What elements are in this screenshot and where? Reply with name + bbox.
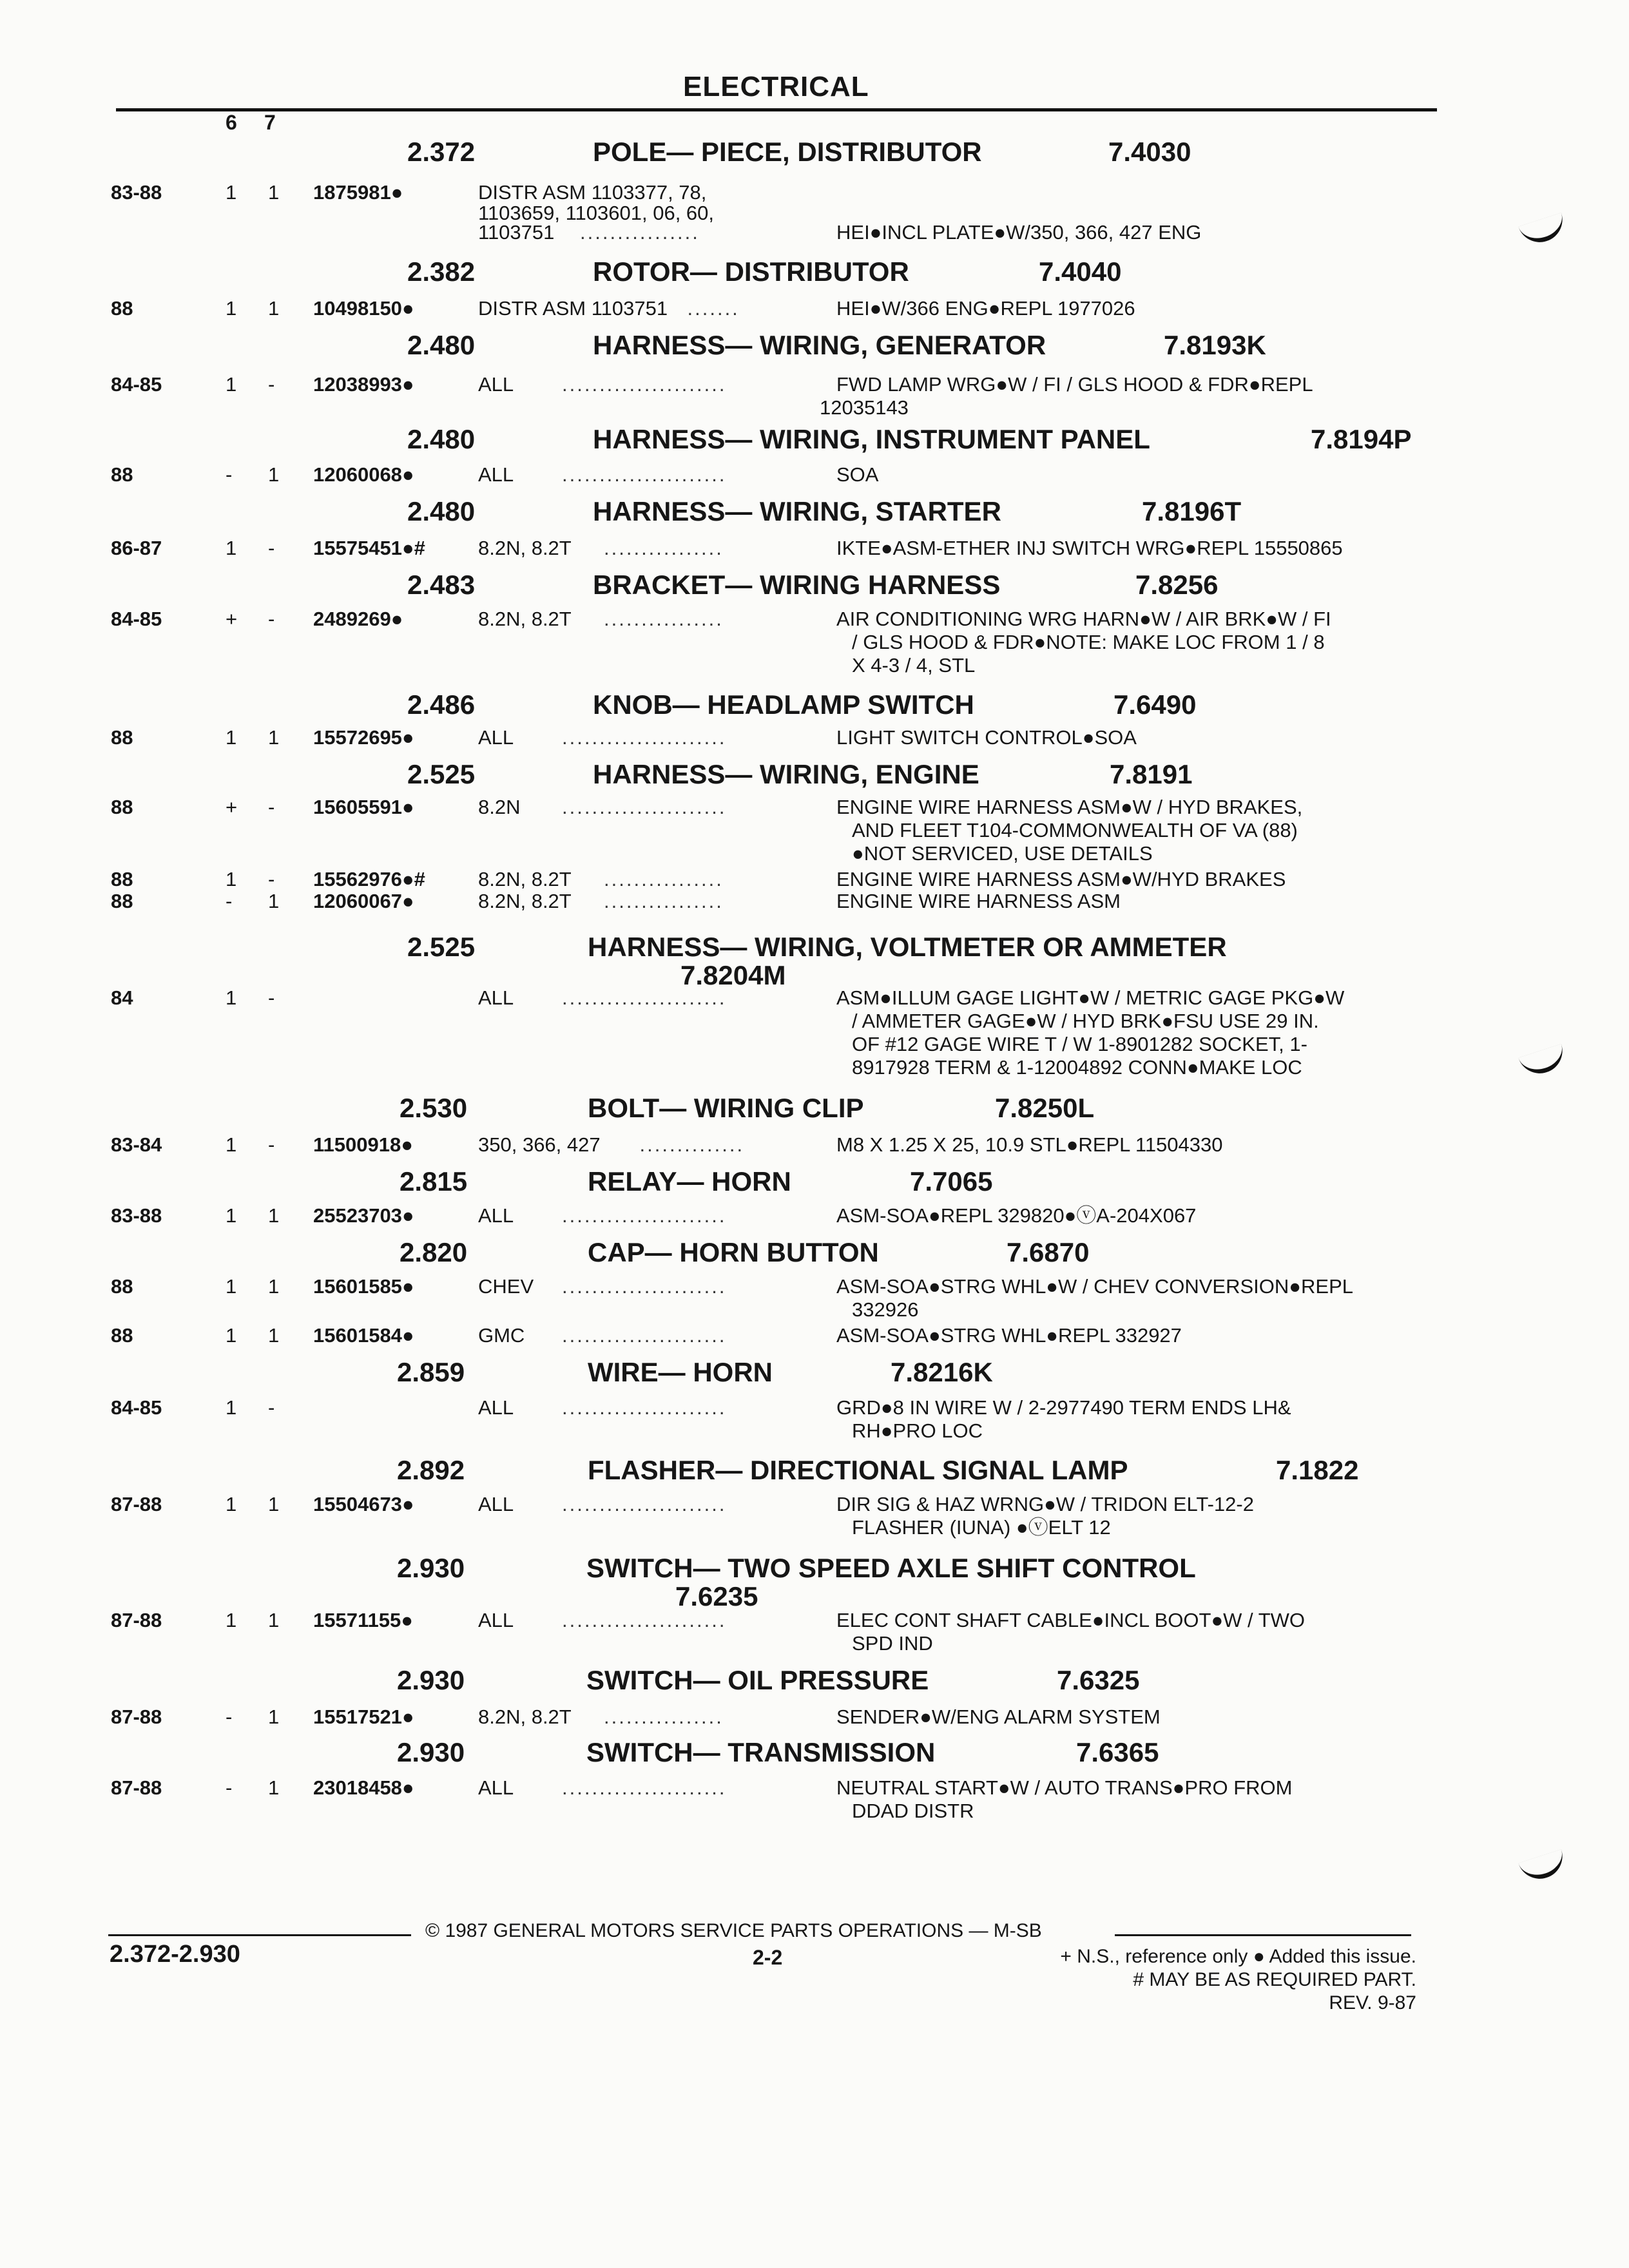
application: ALL (478, 1776, 514, 1799)
section-header (0, 1737, 1629, 1773)
part-number: 1875981● (313, 181, 403, 204)
model-years: 84 (111, 986, 133, 1009)
part-description: IKTE●ASM-ETHER INJ SWITCH WRG●REPL 15550865 (836, 537, 1343, 559)
part-number: 10498150● (313, 297, 414, 320)
model-years: 87-88 (111, 1706, 162, 1728)
section-code: 7.8256 (1135, 570, 1219, 600)
qty-col-6: 1 (226, 181, 237, 204)
qty-col-7: 1 (268, 726, 280, 749)
part-number: 15572695● (313, 726, 414, 749)
section-code: 7.8250L (995, 1093, 1095, 1123)
dot-leader: ................ (604, 890, 724, 912)
part-description: ASM●ILLUM GAGE LIGHT●W / METRIC GAGE PKG●W (836, 986, 1345, 1009)
part-description: / GLS HOOD & FDR●NOTE: MAKE LOC FROM 1 / 8 (852, 631, 1325, 653)
section-header (0, 256, 1629, 293)
dot-leader: ...................... (562, 796, 727, 818)
qty-col-6: 1 (226, 297, 237, 320)
section-header (0, 1166, 1629, 1202)
section-code: 7.6870 (1007, 1237, 1090, 1267)
section-header (0, 570, 1629, 606)
model-years: 88 (111, 463, 133, 486)
application: ALL (478, 1204, 514, 1227)
section-code: 7.8204M (680, 960, 786, 990)
model-years: 88 (111, 1324, 133, 1347)
qty-col-6: + (226, 608, 238, 630)
qty-col-7: 1 (268, 890, 280, 912)
qty-col-7: - (268, 373, 275, 396)
part-number: 23018458● (313, 1776, 414, 1799)
application: DISTR ASM 1103751 (478, 297, 668, 320)
application: ALL (478, 986, 514, 1009)
model-years: 87-88 (111, 1609, 162, 1631)
section-header (0, 689, 1629, 726)
section-header (0, 424, 1629, 460)
section-header (0, 1455, 1629, 1491)
part-description: HEI●INCL PLATE●W/350, 366, 427 ENG (836, 221, 1202, 244)
qty-col-6: 1 (226, 1133, 237, 1156)
part-description: GRD●8 IN WIRE W / 2-2977490 TERM ENDS LH& (836, 1396, 1291, 1419)
model-years: 87-88 (111, 1776, 162, 1799)
dot-leader: ...................... (562, 1609, 727, 1631)
application: 8.2N (478, 796, 521, 818)
model-years: 84-85 (111, 1396, 162, 1419)
section-code: 7.6325 (1057, 1665, 1140, 1695)
qty-col-7: 1 (268, 1493, 280, 1515)
section-header (0, 1553, 1629, 1611)
application: ALL (478, 726, 514, 749)
part-description: ASM-SOA●STRG WHL●W / CHEV CONVERSION●REPL (836, 1275, 1353, 1298)
qty-col-7: - (268, 537, 275, 559)
section-code: 7.4030 (1108, 137, 1191, 167)
part-description: X 4-3 / 4, STL (852, 654, 976, 677)
section-number: 2.480 (407, 496, 476, 526)
part-number: 15571155● (313, 1609, 413, 1631)
dot-leader: ...................... (562, 1493, 727, 1515)
model-years: 88 (111, 297, 133, 320)
application: ALL (478, 1609, 514, 1631)
qty-col-7: - (268, 1396, 275, 1419)
qty-col-7: - (268, 1133, 275, 1156)
section-code: 7.6490 (1113, 689, 1197, 720)
application: 8.2N, 8.2T (478, 537, 572, 559)
footer-copyright: © 1987 GENERAL MOTORS SERVICE PARTS OPERATIONS — M-SB (425, 1920, 1042, 1941)
qty-col-7: 1 (268, 1706, 280, 1728)
application: 8.2N, 8.2T (478, 868, 572, 890)
model-years: 88 (111, 796, 133, 818)
qty-col-6: + (226, 796, 238, 818)
part-description: 8917928 TERM & 1-12004892 CONN●MAKE LOC (852, 1056, 1302, 1079)
section-code: 7.8193K (1164, 330, 1266, 360)
part-number: 15601585● (313, 1275, 414, 1298)
dot-leader: ...................... (562, 1324, 727, 1347)
qty-col-6: 1 (226, 868, 237, 890)
section-number: 2.372 (407, 137, 476, 167)
section-code: 7.8196T (1142, 496, 1242, 526)
model-years: 84-85 (111, 608, 162, 630)
footer-rule-left (108, 1934, 411, 1936)
section-number: 2.820 (400, 1237, 468, 1267)
qty-col-7: 1 (268, 181, 280, 204)
section-number: 2.930 (397, 1737, 465, 1767)
application: 8.2N, 8.2T (478, 890, 572, 912)
dot-leader: ....... (687, 297, 740, 320)
model-years: 87-88 (111, 1493, 162, 1515)
application: 1103751 (478, 221, 555, 244)
section-code: 7.8216K (891, 1357, 993, 1387)
qty-col-6: 1 (226, 1275, 237, 1298)
qty-col-6: 1 (226, 1493, 237, 1515)
part-number: 15575451●# (313, 537, 425, 559)
part-number: 12060067● (313, 890, 414, 912)
section-name: FLASHER— DIRECTIONAL SIGNAL LAMP (588, 1455, 1128, 1485)
section-code: 7.4040 (1039, 256, 1122, 287)
part-description: HEI●W/366 ENG●REPL 1977026 (836, 297, 1135, 320)
column-header-6: 6 (226, 111, 237, 134)
dot-leader: ...................... (562, 1275, 727, 1298)
section-header (0, 1093, 1629, 1129)
part-description: NEUTRAL START●W / AUTO TRANS●PRO FROM (836, 1776, 1293, 1799)
qty-col-6: - (226, 1776, 233, 1799)
dot-leader: .............. (639, 1133, 745, 1156)
section-name: HARNESS— WIRING, STARTER (593, 496, 1001, 526)
section-number: 2.930 (397, 1553, 465, 1583)
section-name: HARNESS— WIRING, ENGINE (593, 759, 979, 789)
part-description: OF #12 GAGE WIRE T / W 1-8901282 SOCKET, 1- (852, 1033, 1307, 1055)
part-number: 12038993● (313, 373, 414, 396)
section-name: RELAY— HORN (588, 1166, 791, 1196)
application: 1103659, 1103601, 06, 60, (478, 202, 715, 224)
section-name: KNOB— HEADLAMP SWITCH (593, 689, 974, 720)
part-description: M8 X 1.25 X 25, 10.9 STL●REPL 11504330 (836, 1133, 1223, 1156)
section-code: 7.7065 (910, 1166, 993, 1196)
section-number: 2.486 (407, 689, 476, 720)
qty-col-7: 1 (268, 1609, 280, 1631)
application: ALL (478, 1396, 514, 1419)
part-description: SOA (836, 463, 879, 486)
part-description: DDAD DISTR (852, 1800, 974, 1822)
qty-col-7: 1 (268, 463, 280, 486)
application: GMC (478, 1324, 525, 1347)
model-years: 84-85 (111, 373, 162, 396)
part-number: 15504673● (313, 1493, 414, 1515)
application: DISTR ASM 1103377, 78, (478, 181, 707, 204)
section-name: CAP— HORN BUTTON (588, 1237, 879, 1267)
qty-col-7: 1 (268, 1204, 280, 1227)
section-header (0, 137, 1629, 173)
qty-col-6: 1 (226, 1396, 237, 1419)
part-description: SPD IND (852, 1632, 933, 1655)
dot-leader: ................ (604, 868, 724, 890)
qty-col-7: - (268, 868, 275, 890)
model-years: 86-87 (111, 537, 162, 559)
section-name: SWITCH— TWO SPEED AXLE SHIFT CONTROL (586, 1553, 1196, 1583)
dot-leader: ...................... (562, 986, 727, 1009)
qty-col-6: 1 (226, 537, 237, 559)
part-description: RH●PRO LOC (852, 1419, 983, 1442)
qty-col-6: - (226, 890, 233, 912)
footer-page-number: 2-2 (753, 1946, 783, 1969)
section-header (0, 1665, 1629, 1701)
part-number: 15517521● (313, 1706, 414, 1728)
column-header-7: 7 (264, 111, 276, 134)
part-description: ENGINE WIRE HARNESS ASM (836, 890, 1121, 912)
footer-rule-right (1115, 1934, 1411, 1936)
model-years: 88 (111, 726, 133, 749)
application: ALL (478, 373, 514, 396)
section-header (0, 932, 1629, 990)
section-code: 7.8191 (1110, 759, 1193, 789)
model-years: 88 (111, 890, 133, 912)
part-description: ENGINE WIRE HARNESS ASM●W/HYD BRAKES (836, 868, 1286, 890)
part-description: ENGINE WIRE HARNESS ASM●W / HYD BRAKES, (836, 796, 1303, 818)
section-number: 2.892 (397, 1455, 465, 1485)
dot-leader: ...................... (562, 1396, 727, 1419)
part-number: 15605591● (313, 796, 414, 818)
part-description: 12035143 (820, 396, 909, 419)
footer-legend-1: + N.S., reference only ● Added this issue. (1060, 1946, 1416, 1967)
application: CHEV (478, 1275, 534, 1298)
section-number: 2.480 (407, 424, 476, 454)
section-name: ROTOR— DISTRIBUTOR (593, 256, 909, 287)
qty-col-6: 1 (226, 986, 237, 1009)
section-number: 2.525 (407, 759, 476, 789)
application: 8.2N, 8.2T (478, 1706, 572, 1728)
part-number: 11500918● (313, 1133, 413, 1156)
part-description: ELEC CONT SHAFT CABLE●INCL BOOT●W / TWO (836, 1609, 1306, 1631)
section-header (0, 496, 1629, 532)
qty-col-6: - (226, 463, 233, 486)
part-description: SENDER●W/ENG ALARM SYSTEM (836, 1706, 1161, 1728)
section-name: SWITCH— TRANSMISSION (586, 1737, 936, 1767)
section-number: 2.815 (400, 1166, 468, 1196)
section-name: BRACKET— WIRING HARNESS (593, 570, 1001, 600)
part-description: ●NOT SERVICED, USE DETAILS (852, 842, 1153, 865)
section-name: HARNESS— WIRING, VOLTMETER OR AMMETER (588, 932, 1227, 962)
qty-col-6: 1 (226, 726, 237, 749)
part-number: 15601584● (313, 1324, 414, 1347)
model-years: 83-88 (111, 1204, 162, 1227)
qty-col-6: 1 (226, 373, 237, 396)
application: ALL (478, 463, 514, 486)
section-number: 2.382 (407, 256, 476, 287)
section-name: HARNESS— WIRING, GENERATOR (593, 330, 1046, 360)
application: 8.2N, 8.2T (478, 608, 572, 630)
section-header (0, 1237, 1629, 1273)
part-description: ASM-SOA●STRG WHL●REPL 332927 (836, 1324, 1182, 1347)
qty-col-7: 1 (268, 297, 280, 320)
qty-col-6: 1 (226, 1609, 237, 1631)
model-years: 83-88 (111, 181, 162, 204)
section-name: HARNESS— WIRING, INSTRUMENT PANEL (593, 424, 1150, 454)
section-name: SWITCH— OIL PRESSURE (586, 1665, 929, 1695)
section-code: 7.6365 (1076, 1737, 1159, 1767)
part-description: ASM-SOA●REPL 329820●ⓥA-204X067 (836, 1204, 1197, 1227)
part-description: 332926 (852, 1298, 919, 1321)
qty-col-6: 1 (226, 1204, 237, 1227)
dot-leader: ...................... (562, 463, 727, 486)
dot-leader: ...................... (562, 373, 727, 396)
dot-leader: ................ (604, 537, 724, 559)
section-number: 2.530 (400, 1093, 468, 1123)
part-description: FLASHER (IUNA) ●ⓥELT 12 (852, 1516, 1111, 1539)
qty-col-6: 1 (226, 1324, 237, 1347)
footer-range: 2.372-2.930 (110, 1941, 240, 1968)
section-name: BOLT— WIRING CLIP (588, 1093, 864, 1123)
part-description: DIR SIG & HAZ WRNG●W / TRIDON ELT-12-2 (836, 1493, 1254, 1515)
part-number: 12060068● (313, 463, 414, 486)
qty-col-7: 1 (268, 1776, 280, 1799)
section-code: 7.1822 (1276, 1455, 1359, 1485)
dot-leader: ...................... (562, 1776, 727, 1799)
qty-col-7: - (268, 986, 275, 1009)
section-code: 7.8194P (1311, 424, 1412, 454)
application: ALL (478, 1493, 514, 1515)
qty-col-7: 1 (268, 1275, 280, 1298)
footer-legend-3: REV. 9-87 (1329, 1992, 1416, 2013)
section-header (0, 330, 1629, 366)
dot-leader: ................ (604, 608, 724, 630)
part-number: 2489269● (313, 608, 403, 630)
qty-col-7: - (268, 608, 275, 630)
section-number: 2.930 (397, 1665, 465, 1695)
section-header (0, 759, 1629, 795)
section-number: 2.859 (397, 1357, 465, 1387)
model-years: 88 (111, 868, 133, 890)
section-number: 2.525 (407, 932, 476, 962)
model-years: 83-84 (111, 1133, 162, 1156)
model-years: 88 (111, 1275, 133, 1298)
page-title: ELECTRICAL (683, 71, 869, 102)
part-description: / AMMETER GAGE●W / HYD BRK●FSU USE 29 IN. (852, 1010, 1319, 1032)
qty-col-7: 1 (268, 1324, 280, 1347)
part-description: LIGHT SWITCH CONTROL●SOA (836, 726, 1137, 749)
qty-col-6: - (226, 1706, 233, 1728)
part-description: FWD LAMP WRG●W / FI / GLS HOOD & FDR●REPL (836, 373, 1313, 396)
part-number: 25523703● (313, 1204, 414, 1227)
dot-leader: ...................... (562, 726, 727, 749)
section-name: POLE— PIECE, DISTRIBUTOR (593, 137, 982, 167)
section-name: WIRE— HORN (588, 1357, 773, 1387)
section-header (0, 1357, 1629, 1393)
dot-leader: ...................... (562, 1204, 727, 1227)
application: 350, 366, 427 (478, 1133, 601, 1156)
section-number: 2.483 (407, 570, 476, 600)
section-number: 2.480 (407, 330, 476, 360)
qty-col-7: - (268, 796, 275, 818)
part-description: AND FLEET T104-COMMONWEALTH OF VA (88) (852, 819, 1298, 841)
footer-legend-2: # MAY BE AS REQUIRED PART. (1133, 1969, 1416, 1990)
section-code: 7.6235 (675, 1581, 758, 1611)
dot-leader: ................ (580, 221, 700, 244)
dot-leader: ................ (604, 1706, 724, 1728)
part-description: AIR CONDITIONING WRG HARN●W / AIR BRK●W / FI (836, 608, 1331, 630)
part-number: 15562976●# (313, 868, 425, 890)
